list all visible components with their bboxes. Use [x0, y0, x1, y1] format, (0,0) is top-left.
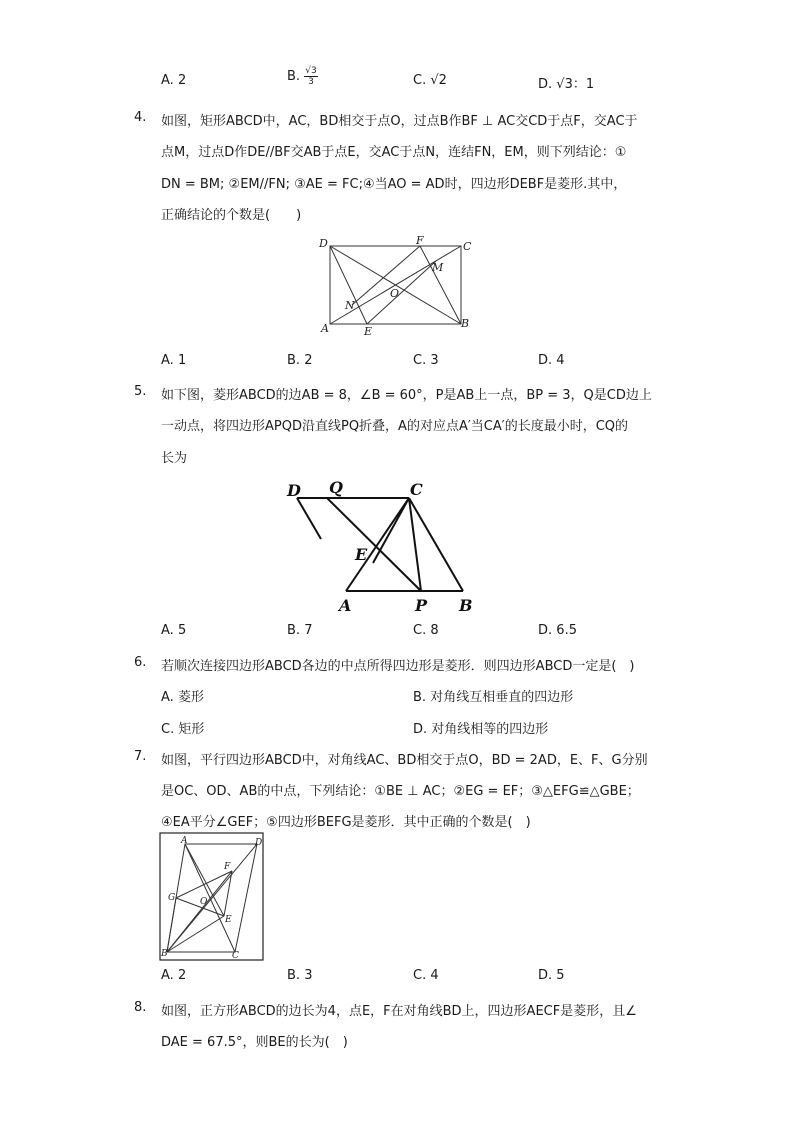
question-number: 5. — [134, 384, 147, 399]
figure-label: C — [232, 951, 239, 961]
q5-rhombus-figure — [283, 474, 488, 616]
question-number: 6. — [134, 655, 147, 670]
q4-rectangle-figure — [315, 234, 475, 339]
question-number: 7. — [134, 749, 147, 764]
figure-label: N — [345, 299, 355, 312]
figure-label: C — [463, 240, 472, 253]
figure-label: D — [255, 838, 263, 848]
figure-label: B — [461, 317, 470, 330]
q5-option-d: D. 6.5 — [538, 623, 577, 638]
q7-option-d: D. 5 — [538, 968, 565, 983]
figure-label: B — [459, 596, 473, 615]
q6-option-c: C. 矩形 — [161, 722, 205, 737]
figure-label: Q — [329, 478, 343, 497]
figure-label: M — [432, 261, 444, 274]
question-text-line: 正确结论的个数是( ) — [161, 208, 302, 223]
q7-option-b: B. 3 — [287, 968, 313, 983]
q3-option-c: C. √2 — [413, 73, 447, 88]
q4-option-a: A. 1 — [161, 353, 187, 368]
figure-label: A — [321, 322, 329, 335]
figure-label: P — [415, 596, 428, 615]
figure-label: O — [200, 897, 208, 907]
fraction: $\frac{√3}{3}$ — [305, 66, 317, 87]
figure-label: B — [161, 949, 168, 959]
question-text-line: 如图，矩形ABCD中，AC，BD相交于点O，过点B作BF ⊥ AC交CD于点F，交AC于 — [161, 114, 638, 129]
figure-label: F — [224, 862, 231, 872]
question-text-line: DN = BM; ②EM//FN; ③AE = FC;④当AO = AD时，四边形DEBF是菱形.其中， — [161, 177, 627, 192]
figure-label: E — [225, 915, 232, 925]
question-number: 4. — [134, 110, 147, 125]
figure-label: D — [319, 237, 328, 250]
q7-parallelogram-figure — [159, 832, 265, 962]
question-text-line: 点M，过点D作DE//BF交AB于点E，交AC于点N，连结FN，EM，则下列结论：① — [161, 145, 627, 160]
q4-option-c: C. 3 — [413, 353, 439, 368]
figure-label: G — [168, 893, 176, 903]
q3-option-b: B. $\frac{√3}{3}$ — [287, 66, 317, 87]
figure-label: A — [181, 836, 188, 846]
q7-option-a: A. 2 — [161, 968, 187, 983]
question-text-line: 若顺次连接四边形ABCD各边的中点所得四边形是菱形．则四边形ABCD一定是( ) — [161, 659, 635, 674]
question-text-line: ④EA平分∠GEF；⑤四边形BEFG是菱形．其中正确的个数是( ) — [161, 815, 531, 830]
question-text-line: 如图，正方形ABCD的边长为4，点E，F在对角线BD上，四边形AECF是菱形，且∠ — [161, 1004, 637, 1019]
question-text-line: 一动点，将四边形APQD沿直线PQ折叠，A的对应点A′当CA′的长度最小时，CQ的 — [161, 419, 629, 434]
question-text-line: 如图，平行四边形ABCD中，对角线AC、BD相交于点O，BD = 2AD，E、F、G分别 — [161, 753, 648, 768]
question-text-line: 如下图，菱形ABCD的边AB = 8，∠B = 60°，P是AB上一点，BP = 3，Q是CD边上 — [161, 388, 652, 403]
question-text-line: 长为 — [161, 451, 188, 466]
figure-label: E — [355, 545, 368, 564]
q4-option-d: D. 4 — [538, 353, 565, 368]
q3-option-a: A. 2 — [161, 73, 187, 88]
q6-option-d: D. 对角线相等的四边形 — [413, 722, 549, 737]
figure-label: O — [390, 287, 400, 300]
figure-label: A — [339, 596, 352, 615]
question-text-line: DAE = 67.5°，则BE的长为( ) — [161, 1035, 348, 1050]
figure-label: C — [410, 480, 423, 499]
question-text-line: 是OC、OD、AB的中点，下列结论：①BE ⊥ AC；②EG = EF；③△EFG≌△GBE； — [161, 784, 640, 799]
question-number: 8. — [134, 1000, 147, 1015]
q4-option-b: B. 2 — [287, 353, 313, 368]
q5-option-c: C. 8 — [413, 623, 439, 638]
q6-option-b: B. 对角线互相垂直的四边形 — [413, 690, 574, 705]
figure-label: D — [287, 481, 301, 500]
q6-option-a: A. 菱形 — [161, 690, 204, 705]
figure-label: E — [364, 325, 373, 338]
q5-option-a: A. 5 — [161, 623, 187, 638]
figure-label: F — [416, 234, 424, 247]
q3-option-d: D. √3：1 — [538, 77, 595, 92]
q5-option-b: B. 7 — [287, 623, 313, 638]
q7-option-c: C. 4 — [413, 968, 439, 983]
